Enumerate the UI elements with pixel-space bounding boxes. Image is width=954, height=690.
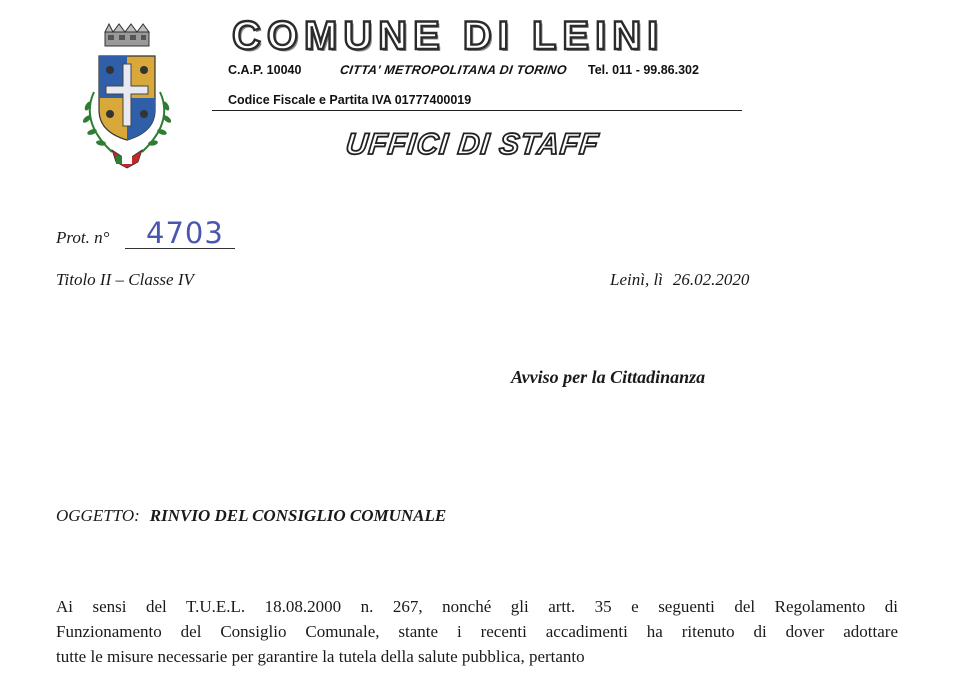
subject-text: RINVIO DEL CONSIGLIO COMUNALE [149, 506, 447, 525]
municipality-title: COMUNE DI LEINI [232, 14, 665, 58]
coat-of-arms-logo [72, 22, 182, 172]
protocol-number-handwritten: 4703 [146, 216, 224, 250]
ribbon-icon [112, 150, 142, 168]
body-line: tutte le misure necessarie per garantire la tutela della salute pubblica, pertanto [56, 647, 585, 666]
protocol-underline [125, 248, 235, 249]
place: Leinì, lì [610, 270, 663, 289]
fiscal-code: Codice Fiscale e Partita IVA 01777400019 [228, 93, 472, 107]
body-paragraph [56, 594, 898, 669]
date: 26.02.2020 [672, 270, 750, 289]
crown-icon [105, 24, 149, 46]
place-date [610, 270, 749, 290]
body-line: Funzionamento del Consiglio Comunale, stante i recenti accadimenti ha ritenuto di dover adottare [56, 622, 898, 641]
postal-code: C.A.P. 10040 [228, 63, 302, 77]
protocol-label: Prot. n° [56, 228, 110, 247]
phone-number: Tel. 011 - 99.86.302 [588, 63, 699, 77]
shield-icon [99, 56, 155, 140]
metropolitan-city: CITTA' METROPOLITANA DI TORINO [339, 63, 568, 77]
header-divider [212, 110, 742, 111]
office-name: UFFICI DI STAFF [344, 128, 601, 161]
subject-label: OGGETTO: [56, 506, 140, 525]
body-line: Ai sensi del T.U.E.L. 18.08.2000 n. 267, nonché gli artt. 35 e seguenti del Regolamento di [56, 597, 898, 616]
classification: Titolo II – Classe IV [56, 270, 194, 289]
subject-line [56, 506, 446, 526]
notice-heading: Avviso per la Cittadinanza [511, 367, 706, 387]
